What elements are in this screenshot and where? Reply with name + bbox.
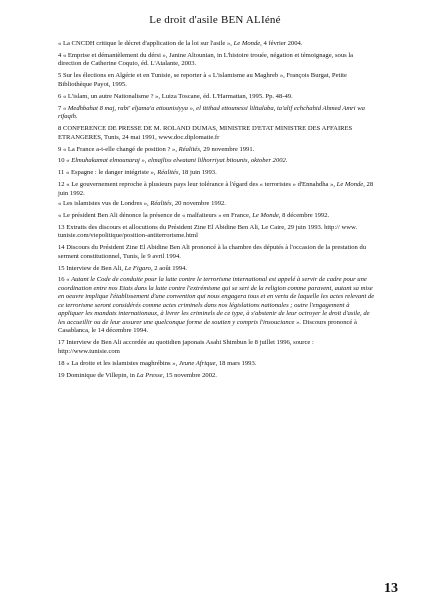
footnote-text: 14 Discours du Président Zine El Abidine Ben Ali prononcé à la chambre des députés à l'occasion de la prestation du serment constitutionnel, Tunis, le 9 avril 1994. [58,244,367,260]
footnotes [58,40,376,383]
footnote-italic-text: Le Monde [233,40,261,47]
footnote-text: , 29 novembre 1991. [199,145,255,153]
footnote [58,52,376,69]
footnote-text: « La CNCDH critique le décret d'application de la loi sur l'asile », [58,40,234,47]
footnote-text: 16 [58,276,67,284]
footnote [58,372,376,380]
page-number: 13 [384,581,398,596]
footnote [58,181,376,198]
footnote-text: 7 [58,104,63,112]
footnote [58,200,376,208]
footnote-text: « Les islamistes vus de Londres », [58,199,151,207]
footnote [58,105,376,122]
footnote-italic-text: Réalités [178,145,200,153]
footnote [58,339,376,356]
footnote-italic-text: Le Monde [336,181,364,189]
footnote-text: 12 « Le gouvernement reproche à plusieurs pays leur tolérance à l'égard des « terroristes » d'Ennahdha », [58,181,337,189]
footnote-text: , 28 juin 1992. [58,181,374,197]
footnote-italic-text: Réalités [157,169,179,177]
footnote [58,146,376,154]
footnote-text: 4 « Emprise et démantèlement du dérsi », Janine Altounian, in L'histoire trouée, négation et témoignage, sous la direction de Catherine Coquio, éd. L'Atalante, 2003. [58,51,354,68]
footnote [58,93,376,101]
footnote [58,169,376,177]
footnote-text: « Le président Ben Ali dénonce la présence de « malfaiteurs » en France, [58,211,253,219]
footnote-text: , 8 décembre 1992. [278,211,330,219]
footnote-text: , 4 février 2004. [260,40,303,47]
footnote-italic-text: Réalités [150,199,172,207]
footnote-text: , 18 juin 1993. [178,169,217,177]
footnote-text: , 2 août 1994. [150,264,188,272]
footnote [58,244,376,261]
footnote-text: , 18 mars 1993. [215,359,257,367]
footnote [58,212,376,220]
footnote [58,40,376,48]
running-header: Le droit d'asile BEN ALIéné [149,14,281,26]
footnote-text: 8 CONFERENCE DE PRESSE DE M. ROLAND DUMAS, MINISTRE D'ETAT MINISTRE DES AFFAIRES ETRANGERES, Tunis, 24 mai 1991, www.doc.diplomatie.fr [58,125,353,141]
footnote-italic-text: Le Figaro [124,264,151,272]
footnote-text: 6 « L'islam, un autre Nationalisme ? », Luiza Toscane, éd. L'Harmattan, 1995. Pp. 48-49. [58,92,293,100]
footnote-text: 13 Extraits des discours et allocutions du Président Zine El Abidine Ben Ali, Le Caire, 29 juin 1993. http:// www. tunisie.com/viepolitique/position-antiterrorisme.html [58,223,357,240]
footnote-text: 17 Interview de Ben Ali accordée au quotidien japonais Asahi Shimbun le 8 juillet 1996, source : http://www.tunisie.com [58,339,314,355]
footnote-italic-text: « Elmuhakamat elmounaraj », elmajliss elwatani lilhorriyat bitounis, oktober 2002. [66,157,288,165]
footnote-text: 10 [58,157,67,165]
footnote-text: 11 « Espagne : le danger intégriste », [58,169,158,177]
footnote [58,72,376,89]
footnote [58,265,376,273]
footnote-text: 9 « La France a-t-elle changé de position ? », [58,145,179,153]
footnote [58,224,376,241]
footnote-italic-text: La Presse [136,371,163,379]
footnote-text: , 20 novembre 1992. [171,199,226,207]
footnote-text: 5 Sur les élections en Algérie et en Tunisie, se reporter à « L'islamisme au Maghreb », François Burgat, Petite Bibliothèque Payot, 1995. [58,72,347,88]
footnote [58,360,376,368]
footnote [58,125,376,142]
footnote-text: Discours prononcé à Casablanca, le 14 décembre 1994. [58,318,357,335]
footnote [58,276,376,335]
footnote-italic-text: Le Monde [252,211,279,219]
footnote-italic-text: « Medhbahat 8 maj, rabi' eljama'a ettounisiyya », el ittihad ettounessi lilttalaba, ta'alif echchahid Ahmed Amri wa rifaqih. [58,104,365,121]
footnote-italic-text: Jeune Afrique [178,359,216,367]
footnote-italic-text: « Autant le Code de conduite pour la lutte contre le terrorisme international est appelé à servir de cadre pour une coordination entre nos Etats dans la lutte contre l'extrémisme qui se sert de la religion comme paravent, autant sa mise en oeuvre implique l'établissement d'une convention qui nous engagera tous et en vertu de laquelle les actes relevant de ce terrorisme seront considérés comme actes criminels dans nos législations nationales ; outre l'engagement à appliquer les mandats internationaux, à livrer les criminels de ce type, à s'abstenir de leur octroyer le droit d'asile, de les accueillir ou de leur assurer une quelconque forme de soutien y compris l'insouciance ». [58,276,375,326]
footnote-text: , 15 novembre 2002. [162,371,217,379]
footnote-text: 18 « La droite et les islamistes maghrébins », [58,359,179,367]
footnote-text: 15 Interview de Ben Ali, [58,264,125,272]
footnote [58,157,376,165]
footnote-text: 19 Dominique de Villepin, in [58,371,137,379]
